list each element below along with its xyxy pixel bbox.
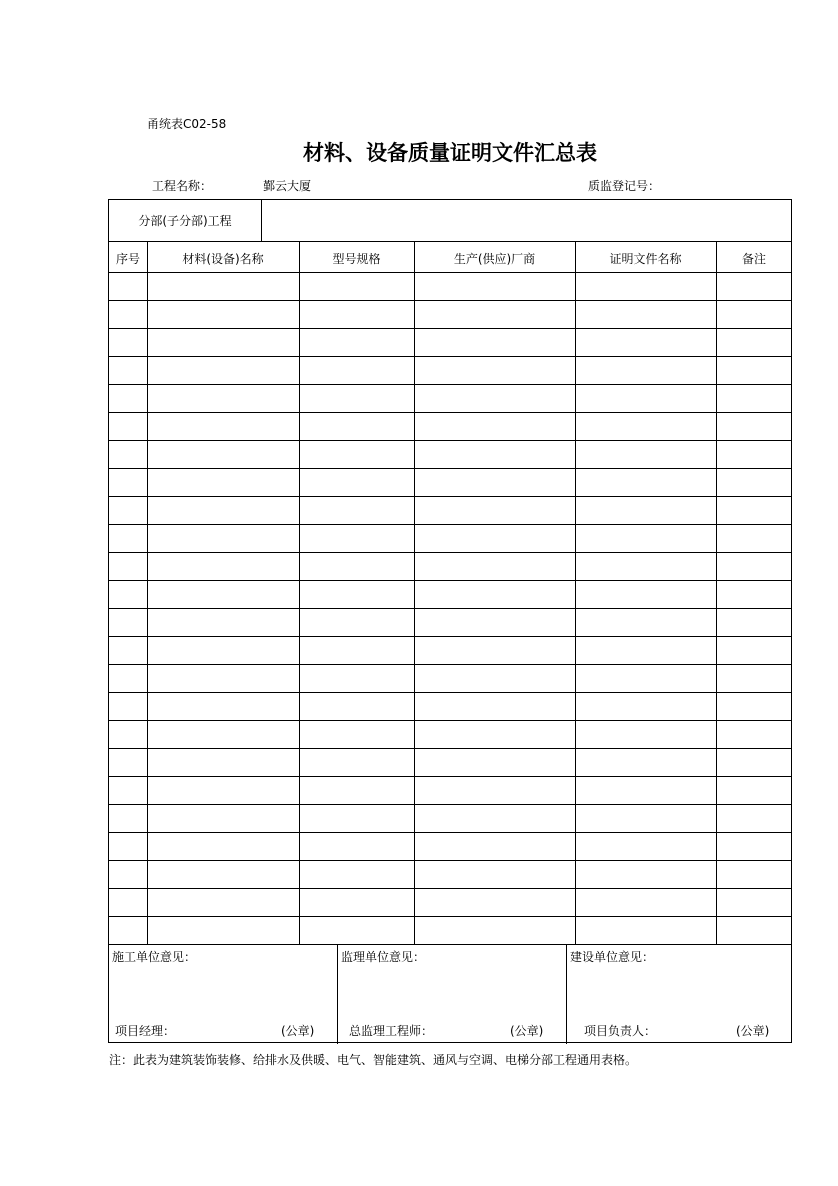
column-divider bbox=[299, 241, 300, 944]
form-code: 甬统表C02-58 bbox=[147, 117, 227, 131]
column-divider bbox=[575, 241, 576, 944]
row-divider bbox=[109, 328, 791, 329]
owner-seal-label: (公章) bbox=[736, 1024, 770, 1038]
registration-number-label: 质监登记号： bbox=[588, 179, 661, 193]
row-divider bbox=[109, 776, 791, 777]
construction-opinion-label: 施工单位意见： bbox=[112, 950, 197, 964]
row-divider bbox=[109, 748, 791, 749]
project-name-label: 工程名称： bbox=[152, 179, 213, 193]
subsection-label: 分部(子分部)工程 bbox=[138, 214, 232, 228]
row-divider bbox=[109, 608, 791, 609]
row-divider bbox=[109, 384, 791, 385]
row-divider bbox=[109, 888, 791, 889]
column-header-material: 材料(设备)名称 bbox=[182, 252, 264, 266]
row-divider bbox=[109, 636, 791, 637]
project-name-value: 鄞云大厦 bbox=[263, 179, 312, 193]
row-divider bbox=[109, 664, 791, 665]
row-divider bbox=[109, 272, 791, 273]
summary-table bbox=[108, 199, 792, 1043]
column-divider bbox=[414, 241, 415, 944]
row-divider bbox=[109, 440, 791, 441]
column-divider bbox=[147, 241, 148, 944]
signature-divider-1 bbox=[337, 944, 338, 1044]
row-divider bbox=[109, 356, 791, 357]
row-divider bbox=[109, 524, 791, 525]
column-divider bbox=[716, 241, 717, 944]
construction-signer-label: 项目经理： bbox=[115, 1024, 176, 1038]
column-header-remarks: 备注 bbox=[741, 252, 766, 266]
column-header-certificate: 证明文件名称 bbox=[609, 252, 682, 266]
row-divider bbox=[109, 496, 791, 497]
row-divider bbox=[109, 552, 791, 553]
row-divider bbox=[109, 832, 791, 833]
row-divider bbox=[109, 692, 791, 693]
subsection-divider bbox=[261, 200, 262, 242]
column-header-model: 型号规格 bbox=[332, 252, 381, 266]
header-top-line bbox=[109, 241, 791, 242]
column-header-index: 序号 bbox=[115, 252, 140, 266]
construction-seal-label: (公章) bbox=[281, 1024, 315, 1038]
row-divider bbox=[109, 804, 791, 805]
supervision-seal-label: (公章) bbox=[510, 1024, 544, 1038]
footnote: 注：此表为建筑装饰装修、给排水及供暖、电气、智能建筑、通风与空调、电梯分部工程通用表格。 bbox=[109, 1053, 638, 1067]
row-divider bbox=[109, 468, 791, 469]
row-divider bbox=[109, 580, 791, 581]
owner-signer-label: 项目负责人： bbox=[584, 1024, 657, 1038]
signature-top-line bbox=[109, 944, 791, 945]
row-divider bbox=[109, 860, 791, 861]
signature-divider-2 bbox=[566, 944, 567, 1044]
owner-opinion-label: 建设单位意见： bbox=[570, 950, 655, 964]
page-title: 材料、设备质量证明文件汇总表 bbox=[303, 140, 597, 165]
row-divider bbox=[109, 412, 791, 413]
supervision-opinion-label: 监理单位意见： bbox=[341, 950, 426, 964]
supervision-signer-label: 总监理工程师： bbox=[349, 1024, 434, 1038]
row-divider bbox=[109, 720, 791, 721]
row-divider bbox=[109, 300, 791, 301]
column-header-manufacturer: 生产(供应)厂商 bbox=[453, 252, 536, 266]
row-divider bbox=[109, 916, 791, 917]
